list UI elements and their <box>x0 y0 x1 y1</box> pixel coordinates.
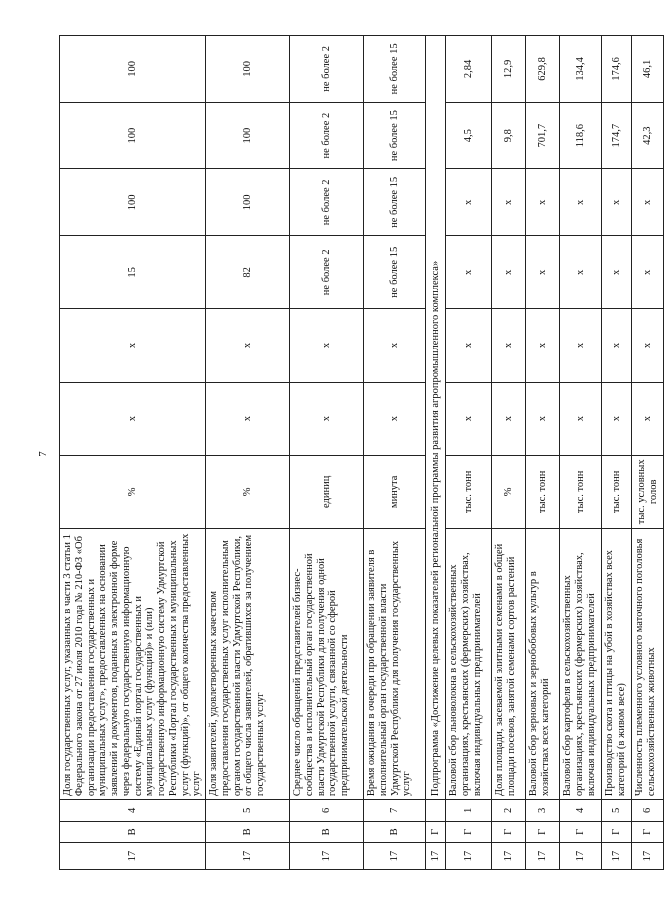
cell-v6: 100 <box>206 36 290 103</box>
cell-c3: 5 <box>206 800 290 822</box>
table-row <box>206 36 290 870</box>
table-row <box>492 36 526 870</box>
cell-v2: x <box>602 309 632 382</box>
cell-v3: 82 <box>206 236 290 309</box>
cell-v2: x <box>206 309 290 382</box>
cell-unit: тыс. тонн <box>446 455 492 528</box>
cell-v4: x <box>526 169 560 236</box>
cell-unit: % <box>206 455 290 528</box>
cell-c3: 4 <box>560 800 602 822</box>
table-row <box>526 36 560 870</box>
cell-v5: 100 <box>60 102 206 169</box>
cell-c2: В <box>206 821 290 843</box>
table-row <box>290 36 364 870</box>
cell-v4: 100 <box>60 169 206 236</box>
cell-v4: x <box>602 169 632 236</box>
cell-c2: Г <box>446 821 492 843</box>
cell-v3: не более 15 <box>364 236 426 309</box>
cell-v5: 42,3 <box>632 102 664 169</box>
cell-v4: не более 15 <box>364 169 426 236</box>
cell-c1: 17 <box>492 843 526 870</box>
cell-v6: 134,4 <box>560 36 602 103</box>
cell-v2: x <box>364 309 426 382</box>
cell-v5: не более 15 <box>364 102 426 169</box>
cell-c2: В <box>364 821 426 843</box>
cell-c2: Г <box>602 821 632 843</box>
cell-c3: 3 <box>526 800 560 822</box>
cell-v5: 9,8 <box>492 102 526 169</box>
cell-v5: 100 <box>206 102 290 169</box>
cell-v1: x <box>492 382 526 455</box>
cell-v4: x <box>632 169 664 236</box>
cell-c3: 6 <box>290 800 364 822</box>
table-row <box>446 36 492 870</box>
cell-v1: x <box>364 382 426 455</box>
cell-name: Время ожидания в очереди при обращении заявителя в исполнительный орган государственной власти Удмуртской Республики для получения государственных услуг <box>364 528 426 799</box>
cell-v6: 100 <box>60 36 206 103</box>
cell-v4: x <box>446 169 492 236</box>
cell-v1: x <box>60 382 206 455</box>
cell-v2: x <box>526 309 560 382</box>
table-row <box>60 36 206 870</box>
table-row <box>632 36 664 870</box>
cell-v6: 46,1 <box>632 36 664 103</box>
page-number: 7 <box>37 451 49 457</box>
cell-v6: 629,8 <box>526 36 560 103</box>
cell-unit: тыс. условных голов <box>632 455 664 528</box>
cell-v5: 118,6 <box>560 102 602 169</box>
cell-c3: 5 <box>602 800 632 822</box>
cell-v2: x <box>60 309 206 382</box>
cell-c3: 4 <box>60 800 206 822</box>
cell-c1: 17 <box>632 843 664 870</box>
cell-c2: Г <box>426 821 446 843</box>
cell-v3: x <box>446 236 492 309</box>
cell-unit: единиц <box>290 455 364 528</box>
section-row <box>426 36 446 870</box>
cell-name: Подпрограмма «Достижение целевых показателей региональной программы развития агропромышленного комплекса» <box>426 36 446 800</box>
cell-name: Доля площади, засеваемой элитными семенами в общей площади посевов, занятой семенами сортов растений <box>492 528 526 799</box>
cell-c1: 17 <box>206 843 290 870</box>
cell-c1: 17 <box>602 843 632 870</box>
cell-unit: тыс. тонн <box>602 455 632 528</box>
cell-unit: тыс. тонн <box>560 455 602 528</box>
cell-name: Доля государственных услуг, указанных в части 3 статьи 1 Федерального закона от 27 июля 2010 года № 210-ФЗ «Об организации предоставления государственных и муниципальных услуг», предоставленных на основании заявлений и документов, поданных в электронной форме через федеральную государственную информационную систему «Единый портал государственных и муниципальных услуг (функций)» и (или) государственную информационную систему Удмуртской Республики «Портал государственных и муниципальных услуг (функций)», от общего количества предоставленных услуг <box>60 528 206 799</box>
cell-c2: В <box>290 821 364 843</box>
cell-c1: 17 <box>364 843 426 870</box>
table-row <box>602 36 632 870</box>
cell-c1: 17 <box>560 843 602 870</box>
cell-c3: 6 <box>632 800 664 822</box>
cell-v6: не более 2 <box>290 36 364 103</box>
cell-c2: Г <box>492 821 526 843</box>
cell-unit: тыс. тонн <box>526 455 560 528</box>
cell-v6: 12,9 <box>492 36 526 103</box>
cell-v3: x <box>526 236 560 309</box>
cell-c3: 1 <box>446 800 492 822</box>
table-row <box>364 36 426 870</box>
cell-v2: x <box>446 309 492 382</box>
cell-v1: x <box>602 382 632 455</box>
cell-c3: 7 <box>364 800 426 822</box>
cell-v3: x <box>560 236 602 309</box>
cell-c1: 17 <box>446 843 492 870</box>
cell-v3: x <box>632 236 664 309</box>
cell-name: Валовой сбор льноволокна в сельскохозяйственных организациях, крестьянских (фермерских) хозяйствах, включая индивидуальных предпринимателей <box>446 528 492 799</box>
cell-c2: Г <box>526 821 560 843</box>
cell-v1: x <box>632 382 664 455</box>
indicators-table <box>59 35 664 870</box>
indicators-table-wrapper <box>59 35 659 870</box>
cell-unit: минута <box>364 455 426 528</box>
cell-v4: не более 2 <box>290 169 364 236</box>
cell-v5: 701,7 <box>526 102 560 169</box>
cell-v5: не более 2 <box>290 102 364 169</box>
cell-v5: 4,5 <box>446 102 492 169</box>
cell-c2: В <box>60 821 206 843</box>
cell-v6: 174,6 <box>602 36 632 103</box>
cell-c3 <box>426 800 446 822</box>
cell-v4: x <box>560 169 602 236</box>
cell-v3: не более 2 <box>290 236 364 309</box>
cell-name: Численность племенного условного маточного поголовья сельскохозяйственных животных <box>632 528 664 799</box>
cell-c2: Г <box>560 821 602 843</box>
cell-v1: x <box>290 382 364 455</box>
cell-c1: 17 <box>426 843 446 870</box>
cell-c1: 17 <box>526 843 560 870</box>
table-body <box>60 36 664 870</box>
cell-v3: x <box>602 236 632 309</box>
cell-name: Производство скота и птицы на убой в хозяйствах всех категорий (в живом весе) <box>602 528 632 799</box>
cell-v3: 15 <box>60 236 206 309</box>
cell-c1: 17 <box>290 843 364 870</box>
cell-v1: x <box>560 382 602 455</box>
cell-c1: 17 <box>60 843 206 870</box>
cell-v3: x <box>492 236 526 309</box>
cell-v2: x <box>632 309 664 382</box>
cell-v4: 100 <box>206 169 290 236</box>
cell-v1: x <box>446 382 492 455</box>
cell-v6: не более 15 <box>364 36 426 103</box>
cell-v1: x <box>206 382 290 455</box>
cell-name: Среднее число обращений представителей бизнес-сообщества в исполнительный орган государственной власти Удмуртской Республики для получения одной государственной услуги, связанной со сферой предпринимательской деятельности <box>290 528 364 799</box>
table-row <box>560 36 602 870</box>
cell-v1: x <box>526 382 560 455</box>
cell-v6: 2,84 <box>446 36 492 103</box>
cell-name: Валовой сбор картофеля в сельскохозяйственных организациях, крестьянских (фермерских) хозяйствах, включая индивидуальных предпринимателей <box>560 528 602 799</box>
cell-unit: % <box>492 455 526 528</box>
cell-v4: x <box>492 169 526 236</box>
cell-c3: 2 <box>492 800 526 822</box>
cell-v5: 174,7 <box>602 102 632 169</box>
cell-name: Доля заявителей, удовлетворенных качеством предоставления государственных услуг исполнительным органом государственной власти Удмуртской Республики, от общего числа заявителей, обратившихся за получением государственных услуг <box>206 528 290 799</box>
cell-v2: x <box>560 309 602 382</box>
cell-v2: x <box>492 309 526 382</box>
cell-unit: % <box>60 455 206 528</box>
cell-name: Валовой сбор зерновых и зернобобовых культур в хозяйствах всех категорий <box>526 528 560 799</box>
cell-v2: x <box>290 309 364 382</box>
cell-c2: Г <box>632 821 664 843</box>
